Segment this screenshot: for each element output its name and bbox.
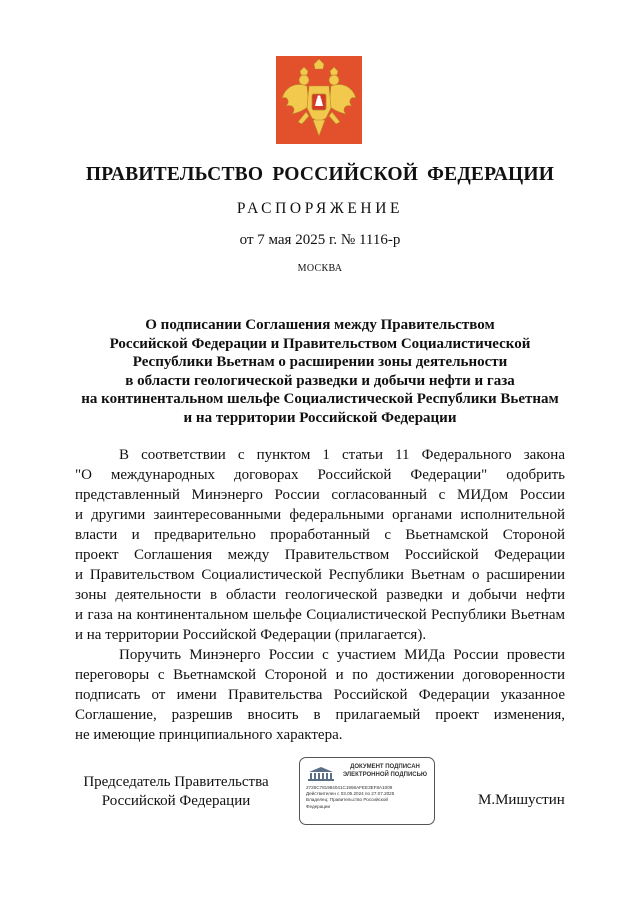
stamp-heading-line: ЭЛЕКТРОННОЙ ПОДПИСЬЮ bbox=[342, 771, 428, 778]
body-line: Поручить Минэнерго России с участием МИДа России провести bbox=[119, 647, 565, 663]
stamp-heading bbox=[338, 764, 432, 779]
body-line: власти и предварительно проработанный с Вьетнамской Стороной bbox=[75, 527, 565, 543]
stamp-certificate: 2726C781984041C1958AFEE3EF8A1009 bbox=[306, 785, 393, 790]
body-line: "О международных договорах Российской Федерации" одобрить bbox=[75, 467, 565, 483]
document-date-number: от 7 мая 2025 г. № 1116-р bbox=[239, 232, 401, 248]
subject-line: в области геологической разведки и добычи нефти и газа bbox=[125, 372, 515, 389]
signatory-position bbox=[76, 773, 276, 811]
body-line: зоны деятельности в области геологической разведки и добычи нефти bbox=[75, 587, 565, 603]
signatory-position-line: Председатель Правительства bbox=[83, 774, 269, 790]
body-line: не имеющие принципиального характера. bbox=[75, 727, 343, 743]
signatory-name: М.Мишустин bbox=[478, 792, 565, 808]
body-line: Соглашение, разрешив вносить в прилагаемый проект изменения, bbox=[75, 707, 565, 723]
stamp-details bbox=[306, 785, 432, 810]
signatory-position-line: Российской Федерации bbox=[101, 793, 251, 809]
body-line: В соответствии с пунктом 1 статьи 11 Федерального закона bbox=[119, 447, 565, 463]
coat-of-arms-emblem bbox=[276, 56, 362, 144]
body-line: и газа на континентальном шельфе Социалистической Республики Вьетнам bbox=[75, 607, 565, 623]
subject-line: Российской Федерации и Правительством Социалистической bbox=[109, 335, 531, 352]
electronic-signature-stamp bbox=[299, 757, 435, 825]
document-type: РАСПОРЯЖЕНИЕ bbox=[236, 200, 404, 217]
subject-line: на континентальном шельфе Социалистической Республики Вьетнам bbox=[81, 391, 559, 408]
double-headed-eagle-icon bbox=[276, 56, 362, 144]
body-line: представленный Минэнерго России согласованный с МИДом России bbox=[75, 487, 565, 503]
body-line: проект Соглашения между Правительством Российской Федерации bbox=[75, 547, 565, 563]
stamp-owner-line: Федерации bbox=[306, 803, 331, 809]
subject-line: Республики Вьетнам о расширении зоны деятельности bbox=[132, 354, 508, 371]
body-line: подписать от имени Правительства Российской Федерации указанное bbox=[75, 687, 565, 703]
stamp-owner-line: Владелец: Правительство Российской bbox=[306, 797, 388, 803]
government-building-icon bbox=[306, 765, 336, 783]
body-line: и Правительством Социалистической Республики Вьетнам о расширении bbox=[75, 567, 565, 583]
stamp-validity: Действителен с 03.05.2024 по 27.07.2025 bbox=[306, 791, 395, 797]
document-body bbox=[75, 445, 565, 745]
subject-line: и на территории Российской Федерации bbox=[183, 409, 457, 426]
government-title: ПРАВИТЕЛЬСТВО РОССИЙСКОЙ ФЕДЕРАЦИИ bbox=[85, 164, 555, 185]
stamp-heading-line: ДОКУМЕНТ ПОДПИСАН bbox=[350, 764, 420, 770]
body-line: и на территории Российской Федерации (прилагается). bbox=[75, 627, 427, 643]
body-line: переговоры с Вьетнамской Стороной и по достижении договоренности bbox=[75, 667, 565, 683]
subject-line: О подписании Соглашения между Правительством bbox=[145, 317, 495, 333]
body-line: и другими заинтересованными федеральными органами исполнительной bbox=[75, 507, 565, 523]
document-subject bbox=[60, 316, 580, 428]
document-city: МОСКВА bbox=[297, 263, 343, 274]
